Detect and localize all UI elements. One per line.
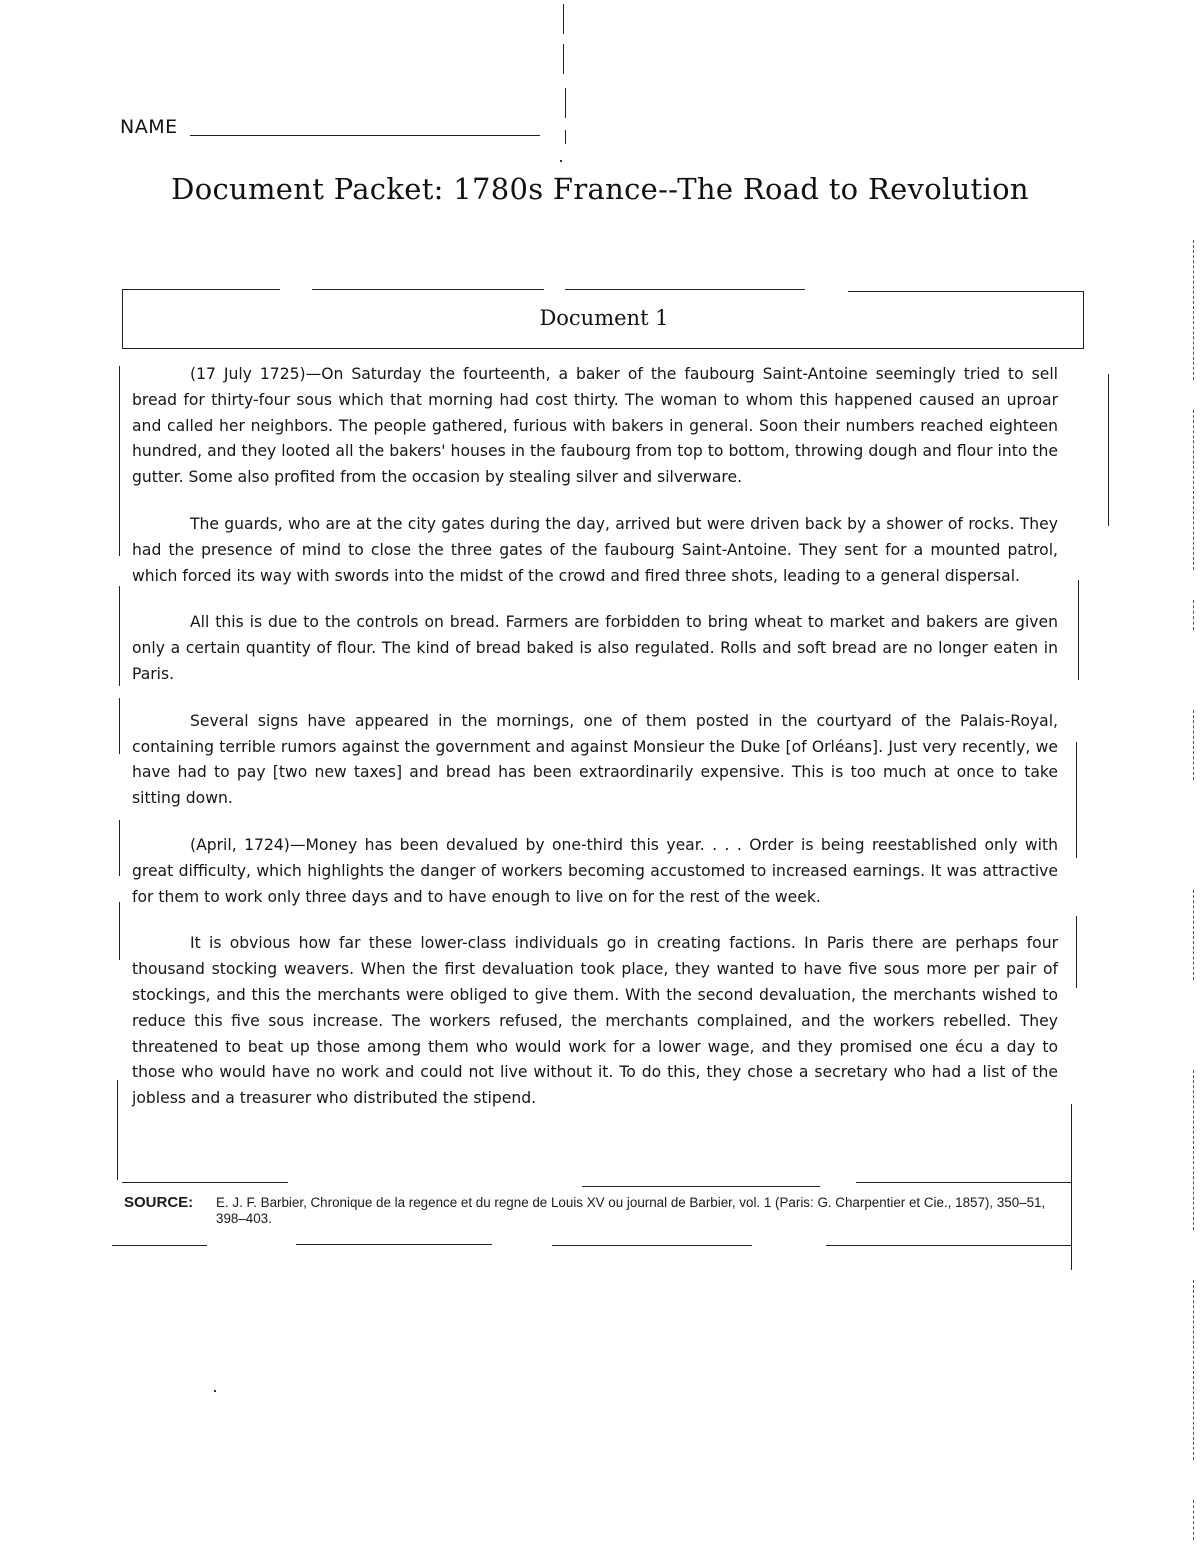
scan-mark (565, 130, 566, 144)
paragraph: The guards, who are at the city gates during the day, arrived but were driven back by a shower of rocks. They had the presence of mind to close the three gates of the faubourg Saint-Antoine. They sent for a mounted patrol, which forced its way with swords into the midst of the crowd and fired three shots, leading to a general dispersal. (132, 514, 1058, 585)
source-divider (122, 1182, 288, 1183)
box-border-left (119, 820, 120, 876)
name-label: NAME (120, 116, 178, 138)
box-border-left (119, 366, 120, 556)
edge-scan-mark (1193, 890, 1194, 980)
box-border-bottom (296, 1244, 492, 1245)
box-border-left (119, 902, 120, 960)
box-border-left (117, 1080, 118, 1180)
paragraph: Several signs have appeared in the mornings, one of them posted in the courtyard of the Palais-Royal, containing terrible rumors against the government and against Monsieur the Duke [of Orléans]. Just very recently, we have had to pay [two new taxes] and bread has been extraordinarily expensive. This is too much at once to take sitting down. (132, 711, 1058, 808)
box-border-right (1078, 580, 1079, 680)
box-border-top (312, 289, 544, 290)
document-heading: Document 1 (539, 306, 669, 330)
scan-mark (563, 4, 564, 34)
box-border-top (565, 289, 805, 290)
source-citation (124, 1195, 1054, 1227)
edge-scan-mark (1193, 1280, 1194, 1460)
paragraph: It is obvious how far these lower-class individuals go in creating factions. In Paris there are perhaps four thousand stocking weavers. When the first devaluation took place, they wanted to have five sous more per pair of stockings, and this the merchants were obliged to give them. With the second devaluation, the merchants wished to reduce this five sous increase. The workers refused, the merchants complained, and the workers rebelled. They threatened to beat up those among them who would work for a lower wage, and they promised one écu a day to those who would have no work and could not live without it. To do this, they chose a secretary who had a list of the jobless and a treasurer who distributed the stipend. (132, 934, 1058, 1108)
name-blank-line (190, 135, 540, 136)
scan-dot (560, 160, 562, 162)
edge-scan-mark (1193, 240, 1194, 380)
paragraph: All this is due to the controls on bread. Farmers are forbidden to bring wheat to market and bakers are given only a certain quantity of flour. The kind of bread baked is also regulated. Rolls and soft bread are no longer eaten in Paris. (132, 613, 1058, 683)
box-border-right (1076, 742, 1077, 858)
page-title: Document Packet: 1780s France--The Road to Revolution (171, 172, 1029, 206)
paragraph: (17 July 1725)—On Saturday the fourteenth, a baker of the faubourg Saint-Antoine seemingly tried to sell bread for thirty-four sous which that morning had cost thirty. The woman to whom this happened caused an uproar and called her neighbors. The people gathered, furious with bakers in general. Soon their numbers reached eighteen hundred, and they looted all the bakers' houses in the faubourg from top to bottom, throwing dough and flour into the gutter. Some also profited from the occasion by stealing silver and silverware. (132, 365, 1058, 487)
box-border-bottom (112, 1245, 207, 1246)
box-border-left (119, 698, 120, 754)
source-text: E. J. F. Barbier, Chronique de la regence et du regne de Louis XV ou journal de Barbier, vol. 1 (Paris: G. Charpentier et Cie., 1857), 350–51, 398–403. (216, 1195, 1046, 1226)
scan-dot (214, 1390, 216, 1392)
box-border-left (122, 289, 123, 349)
edge-scan-mark (1193, 1070, 1194, 1230)
box-border-top (848, 291, 1084, 292)
box-border-left (119, 586, 120, 686)
heading-divider (122, 348, 1084, 349)
box-border-bottom (552, 1245, 752, 1246)
edge-scan-mark (1193, 1500, 1194, 1540)
box-border-right (1108, 374, 1109, 526)
source-label: SOURCE: (124, 1194, 194, 1211)
scan-mark (565, 88, 566, 118)
edge-scan-mark (1193, 600, 1194, 630)
edge-scan-mark (1193, 710, 1194, 780)
source-divider (582, 1186, 820, 1187)
scan-mark (563, 44, 564, 74)
box-border-right (1076, 916, 1077, 988)
edge-scan-mark (1193, 410, 1194, 570)
paragraph: (April, 1724)—Money has been devalued by one-third this year. . . . Order is being reestablished only with great difficulty, which highlights the danger of workers becoming accustomed to increased earnings. It was attractive for them to work only three days and to have enough to live on for the rest of the week. (132, 835, 1058, 906)
box-border-bottom (826, 1245, 1072, 1246)
box-border-top (122, 289, 280, 290)
source-divider (856, 1182, 1071, 1183)
document-body (132, 362, 1058, 1112)
